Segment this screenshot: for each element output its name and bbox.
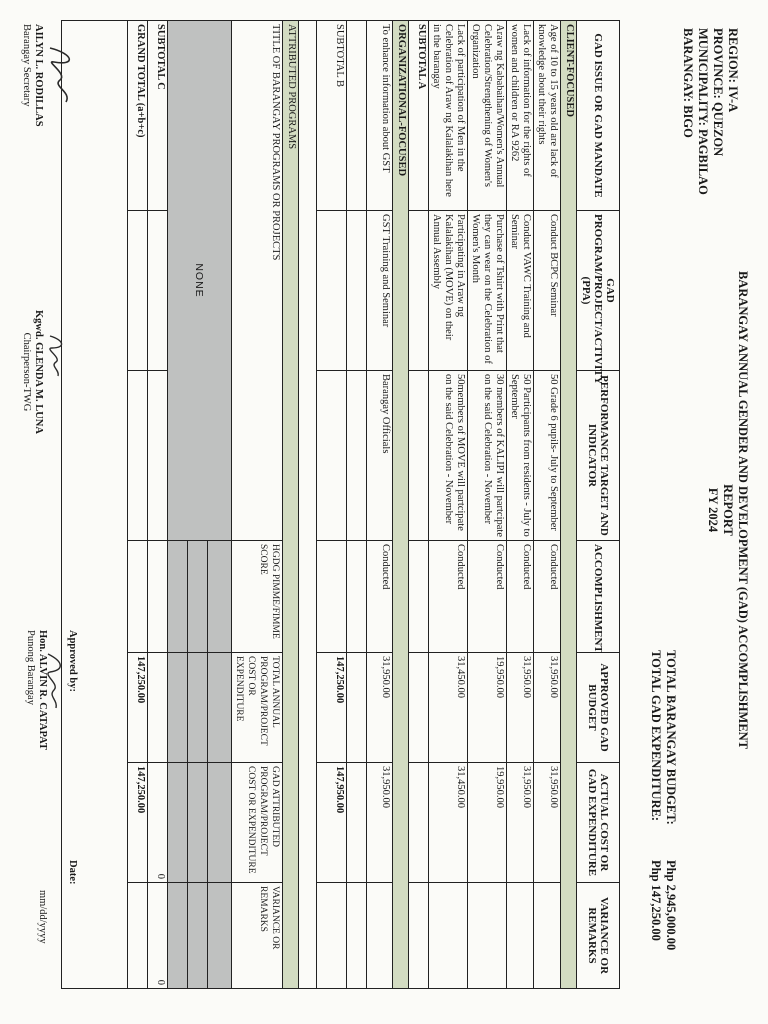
variance-cell [429, 883, 468, 989]
column-header-row [577, 21, 620, 989]
variance-cell [507, 883, 534, 989]
empty-cell [188, 883, 208, 989]
actual-cell: 31,950.00 [367, 763, 393, 883]
empty-cell [208, 541, 232, 653]
attributed-variance-header: VARIANCE OR REMARKS [232, 883, 283, 989]
empty-cell [347, 21, 367, 211]
signature-area [62, 21, 128, 989]
empty-cell [409, 763, 429, 883]
empty-cell [168, 763, 188, 883]
issue-cell: Lack of information for the rights of women and children or RA 9262 [507, 21, 534, 211]
budget-cell: 31,950.00 [534, 653, 561, 763]
empty-cell [128, 371, 148, 541]
location-header [680, 28, 740, 195]
target-cell: 30 members of KALIPI will partcipate on the said Celebration - November [468, 371, 507, 541]
date-value: mm/dd/yyyy [37, 890, 48, 944]
report-title-line1: BARANGAY ANNUAL GENDER AND DEVELOPMENT (GAD) ACCOMPLISHMENT REPORT [721, 270, 750, 750]
empty-cell [148, 541, 168, 653]
accomplishment-cell: Conducted [534, 541, 561, 653]
attributed-header-row [232, 21, 283, 989]
empty-cell [317, 883, 347, 989]
subtotal-b-row [317, 21, 347, 989]
accomplishment-cell: Conducted [468, 541, 507, 653]
chairperson-name: Kgwd. GLENDA M. LUNA [33, 310, 44, 434]
grand-total-row [128, 21, 148, 989]
empty-cell [317, 211, 347, 371]
secretary-signature-icon [40, 40, 80, 110]
empty-cell [208, 653, 232, 763]
barangay-label: BARANGAY: BIGO [681, 28, 695, 138]
attributed-row [208, 21, 232, 989]
table-row [347, 21, 367, 989]
empty-cell [347, 541, 367, 653]
col-actual-cost: ACTUAL COST OR GAD EXPENDITURE [577, 763, 620, 883]
empty-cell [317, 541, 347, 653]
table-row [429, 21, 468, 989]
gad-attributed-cost-header: GAD ATTRIBUTED PROGRAM/PROJECT COST OR EXPENDITURE [232, 763, 283, 883]
col-gad-issue: GAD ISSUE OR GAD MANDATE [577, 21, 620, 211]
section-label: ORGANIZATIONAL-FOCUSED [393, 21, 409, 989]
accomplishment-table [61, 20, 620, 989]
target-cell: 50 Grade 6 pupils- July to September [534, 371, 561, 541]
total-budget-value: Php 2,945,000.00 [664, 860, 678, 951]
subtotal-b-budget: 147,250.00 [317, 653, 347, 763]
ppa-cell: Conduct BCPC Seminar [534, 211, 561, 371]
col-variance: VARIANCE OR REMARKS [577, 883, 620, 989]
budget-cell: 31,950.00 [507, 653, 534, 763]
ppa-cell: Conduct VAWC Training and Seminar [507, 211, 534, 371]
total-gad-value: Php 147,250.00 [649, 860, 663, 941]
col-ppa: GAD PROGRAM/PROJECT/ACTIVITY (PPA) [577, 211, 620, 371]
issue-cell: Araw ng Kababaihan/Women's Annual Celebration/Strengthening of Women's Organization [468, 21, 507, 211]
empty-cell [409, 653, 429, 763]
issue-cell: To enhance information about GST [367, 21, 393, 211]
empty-cell [347, 371, 367, 541]
grand-total-label: GRAND TOTAL (a+b+c) [128, 21, 148, 211]
empty-cell [188, 653, 208, 763]
variance-cell [468, 883, 507, 989]
region-label: REGION: IV-A [726, 28, 740, 113]
annual-cost-header: TOTAL ANNUAL PROGRAM/PROJECT COST OR EXPENDITURE [232, 653, 283, 763]
empty-cell [347, 653, 367, 763]
hgdg-score-header: HGDG PIMME/FIMME SCORE [232, 541, 283, 653]
section-organizational-focused [393, 21, 409, 989]
grand-total-actual: 147,250.00 [128, 763, 148, 883]
chairperson-block [20, 310, 44, 434]
budget-cell: 19,950.00 [468, 653, 507, 763]
none-label: NONE [168, 21, 232, 541]
subtotal-c-gad: 0 [148, 763, 168, 883]
attributed-title-header: TITLE OF BARANGAY PROGRAMS OR PROJECTS [232, 21, 283, 541]
prepared-by-block [20, 24, 44, 127]
municipality-label: MUNICIPALITY: PAGBILAO [696, 28, 710, 195]
empty-cell [208, 883, 232, 989]
approved-by-label: Approved by: [67, 630, 78, 692]
total-gad-label: TOTAL GAD EXPENDITURE: [649, 650, 663, 822]
date-block [36, 860, 78, 944]
issue-cell: Lack of participation of Men in the Celebration of Araw ng Kalalakihan here in the barangay [429, 21, 468, 211]
ppa-cell: Participating in Araw ng Kalalakihan (MOVE) on their Annual Assembly [429, 211, 468, 371]
subtotal-c-label: SUBTOTAL C [148, 21, 168, 211]
empty-cell [188, 541, 208, 653]
issue-cell: Age of 10 to 15 years old are lack of knowledge about their rights [534, 21, 561, 211]
actual-cell: 31,950.00 [534, 763, 561, 883]
target-cell: 50members of MOVE will partcipate on the said Celebration - November [429, 371, 468, 541]
subtotal-b-label: SUBTOTAL B [317, 21, 347, 211]
section-label: ATTRIBUTED PROGRAMS [283, 21, 299, 989]
grand-total-budget: 147,250.00 [128, 653, 148, 763]
empty-cell [168, 883, 188, 989]
subtotal-a-label: SUBTOTAL A [409, 21, 429, 211]
budget-cell: 31,950.00 [367, 653, 393, 763]
col-accomplishment: ACCOMPLISHMENT [577, 541, 620, 653]
empty-cell [128, 883, 148, 989]
empty-cell [317, 371, 347, 541]
total-budget-label: TOTAL BARANGAY BUDGET: [664, 650, 678, 825]
col-approved-budget: APPROVED GAD BUDGET [577, 653, 620, 763]
empty-cell [347, 763, 367, 883]
target-cell: Barangay Officials [367, 371, 393, 541]
empty-cell [299, 21, 317, 989]
variance-cell [367, 883, 393, 989]
accomplishment-cell: Conducted [367, 541, 393, 653]
table-row [507, 21, 534, 989]
actual-cell: 31,950.00 [507, 763, 534, 883]
secretary-name: AILYN L. RODILLAS [33, 24, 44, 127]
budget-cell: 31,450.00 [429, 653, 468, 763]
subtotal-b-actual: 147,950.00 [317, 763, 347, 883]
subtotal-c-row [148, 21, 168, 989]
empty-cell [128, 211, 148, 371]
ppa-cell: Purchase of Tshirt with Print that they can wear on the Celebration of Women's Month [468, 211, 507, 371]
empty-cell [208, 763, 232, 883]
empty-cell [188, 763, 208, 883]
accomplishment-cell: Conducted [429, 541, 468, 653]
section-label: CLIENT-FOCUSED [561, 21, 577, 989]
empty-cell [347, 883, 367, 989]
accomplishment-cell: Conducted [507, 541, 534, 653]
table-row [534, 21, 561, 989]
province-label: PROVINCE: QUEZON [711, 28, 725, 157]
approver-name: Hon. ALVIN R. CATAPAT [37, 630, 48, 750]
variance-cell [534, 883, 561, 989]
chairperson-signature-icon [40, 330, 72, 380]
budget-summary [648, 650, 678, 980]
empty-cell [168, 541, 188, 653]
chairperson-title: Chairperson-TWG [21, 332, 32, 412]
actual-cell: 31,450.00 [429, 763, 468, 883]
empty-cell [148, 211, 168, 371]
report-title [705, 250, 750, 770]
empty-cell [148, 653, 168, 763]
empty-cell [409, 541, 429, 653]
approver-title: Punong Barangay [25, 630, 36, 705]
empty-cell [409, 883, 429, 989]
spacer-row [299, 21, 317, 989]
target-cell: 50 Participants from residents - July to September [507, 371, 534, 541]
empty-cell [168, 653, 188, 763]
signature-row [62, 21, 128, 989]
empty-cell [409, 211, 429, 371]
approver-block [24, 630, 48, 750]
subtotal-c-variance: 0 [148, 883, 168, 989]
ppa-cell: GST Training and Seminar [367, 211, 393, 371]
subtotal-a-row [409, 21, 429, 989]
report-title-line2: FY 2024 [706, 487, 720, 533]
empty-cell [409, 371, 429, 541]
table-row [468, 21, 507, 989]
actual-cell: 19,950.00 [468, 763, 507, 883]
empty-cell [128, 541, 148, 653]
empty-cell [148, 371, 168, 541]
section-client-focused [561, 21, 577, 989]
table-row [367, 21, 393, 989]
section-attributed-programs [283, 21, 299, 989]
empty-cell [347, 211, 367, 371]
date-label: Date: [67, 860, 78, 885]
col-target: PERFORMANCE TARGET AND INDICATOR [577, 371, 620, 541]
secretary-title: Barangay Secretary [21, 24, 32, 107]
